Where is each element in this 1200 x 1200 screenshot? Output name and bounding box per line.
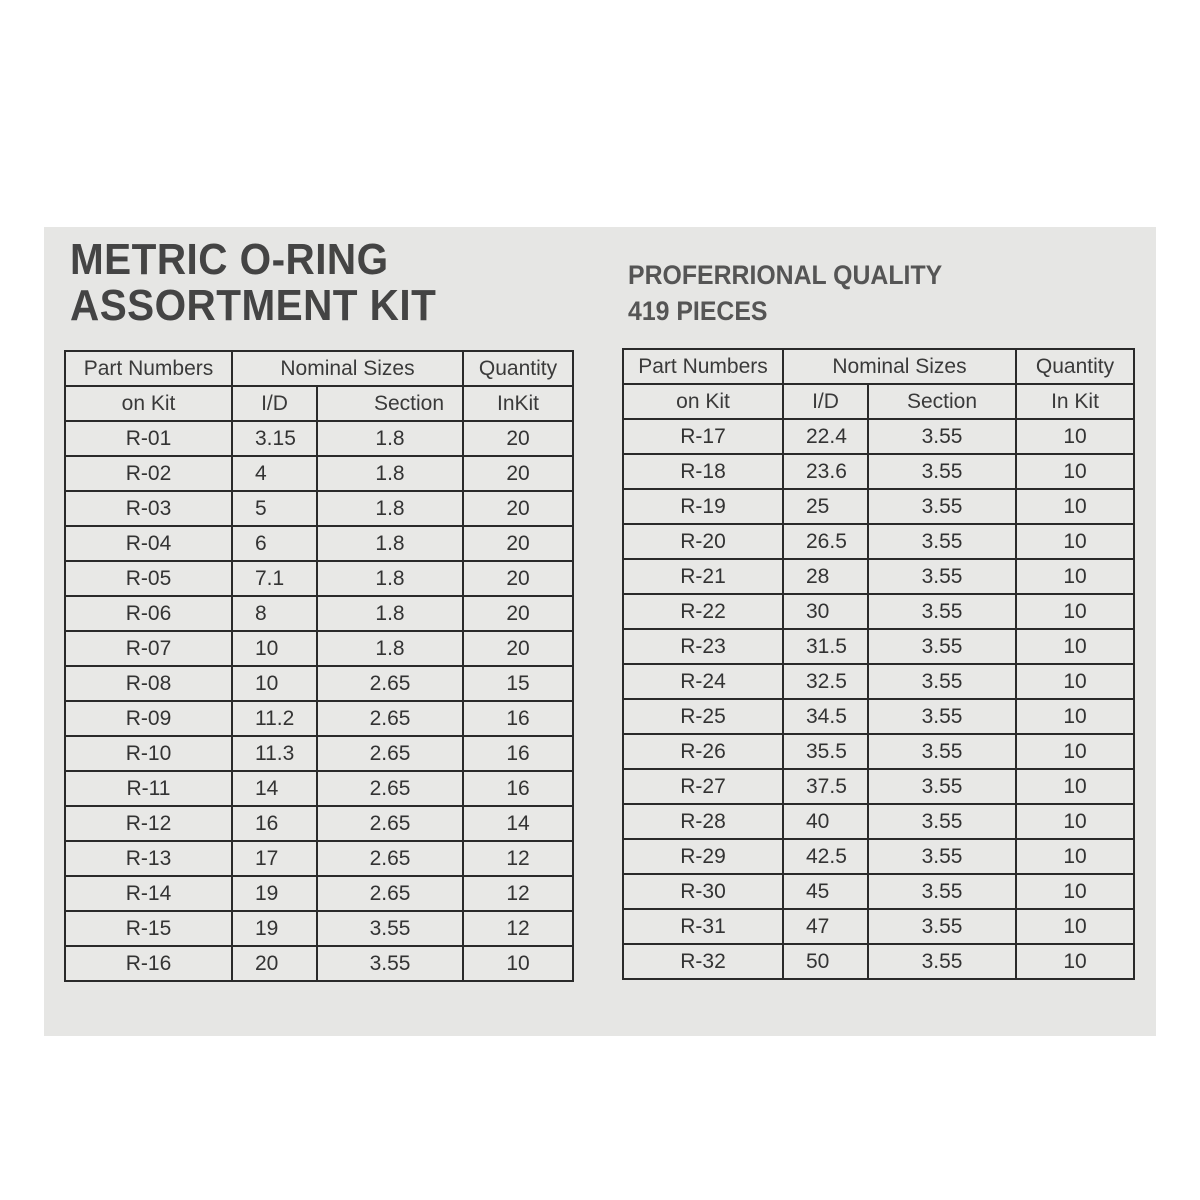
cell-id: 34.5 [783, 699, 868, 734]
cell-section: 3.55 [868, 629, 1016, 664]
header-part-numbers: Part Numbers [623, 349, 783, 384]
cell-part-number: R-25 [623, 699, 783, 734]
cell-part-number: R-15 [65, 911, 232, 946]
header-row-2 [623, 384, 1134, 419]
cell-section: 2.65 [317, 806, 463, 841]
cell-quantity: 10 [1016, 454, 1134, 489]
cell-quantity: 20 [463, 526, 573, 561]
cell-id: 16 [232, 806, 317, 841]
cell-id: 28 [783, 559, 868, 594]
cell-section: 1.8 [317, 456, 463, 491]
cell-part-number: R-02 [65, 456, 232, 491]
header-nominal-sizes: Nominal Sizes [783, 349, 1016, 384]
table-row [623, 419, 1134, 454]
table-row [623, 769, 1134, 804]
cell-id: 4 [232, 456, 317, 491]
table-row [623, 909, 1134, 944]
cell-section: 1.8 [317, 526, 463, 561]
cell-id: 25 [783, 489, 868, 524]
cell-quantity: 12 [463, 841, 573, 876]
table-row [65, 771, 573, 806]
table-row [65, 841, 573, 876]
cell-part-number: R-17 [623, 419, 783, 454]
cell-section: 3.55 [868, 804, 1016, 839]
subtitle-pieces: 419 PIECES [628, 296, 768, 326]
cell-quantity: 10 [1016, 769, 1134, 804]
cell-part-number: R-18 [623, 454, 783, 489]
table-row [623, 944, 1134, 979]
cell-part-number: R-28 [623, 804, 783, 839]
cell-part-number: R-24 [623, 664, 783, 699]
table-row [623, 489, 1134, 524]
header-section: Section [868, 384, 1016, 419]
cell-id: 3.15 [232, 421, 317, 456]
cell-part-number: R-03 [65, 491, 232, 526]
cell-section: 3.55 [868, 664, 1016, 699]
table-row [623, 839, 1134, 874]
cell-part-number: R-11 [65, 771, 232, 806]
cell-id: 11.3 [232, 736, 317, 771]
cell-part-number: R-31 [623, 909, 783, 944]
table-row [65, 736, 573, 771]
cell-quantity: 10 [1016, 419, 1134, 454]
cell-section: 3.55 [868, 734, 1016, 769]
cell-section: 1.8 [317, 491, 463, 526]
cell-id: 7.1 [232, 561, 317, 596]
table-row [623, 524, 1134, 559]
cell-section: 2.65 [317, 666, 463, 701]
cell-section: 3.55 [868, 699, 1016, 734]
cell-section: 3.55 [317, 911, 463, 946]
cell-id: 23.6 [783, 454, 868, 489]
kit-card [44, 227, 1156, 1036]
header-nominal-sizes: Nominal Sizes [232, 351, 463, 386]
table-row [65, 526, 573, 561]
cell-section: 3.55 [868, 839, 1016, 874]
table-row [65, 666, 573, 701]
header-in-kit: InKit [463, 386, 573, 421]
cell-quantity: 10 [1016, 909, 1134, 944]
cell-section: 2.65 [317, 841, 463, 876]
cell-quantity: 16 [463, 701, 573, 736]
table-row [65, 806, 573, 841]
cell-part-number: R-20 [623, 524, 783, 559]
cell-part-number: R-07 [65, 631, 232, 666]
header-row-1 [65, 351, 573, 386]
cell-part-number: R-21 [623, 559, 783, 594]
cell-id: 30 [783, 594, 868, 629]
cell-quantity: 15 [463, 666, 573, 701]
cell-part-number: R-01 [65, 421, 232, 456]
cell-section: 2.65 [317, 736, 463, 771]
cell-quantity: 14 [463, 806, 573, 841]
cell-id: 17 [232, 841, 317, 876]
cell-id: 40 [783, 804, 868, 839]
cell-quantity: 12 [463, 911, 573, 946]
cell-section: 3.55 [868, 454, 1016, 489]
table-row [623, 664, 1134, 699]
cell-section: 1.8 [317, 561, 463, 596]
table-row [623, 874, 1134, 909]
header-row-1 [623, 349, 1134, 384]
cell-part-number: R-26 [623, 734, 783, 769]
header-id: I/D [232, 386, 317, 421]
header-on-kit: on Kit [623, 384, 783, 419]
table-row [65, 456, 573, 491]
cell-part-number: R-06 [65, 596, 232, 631]
cell-part-number: R-19 [623, 489, 783, 524]
cell-id: 45 [783, 874, 868, 909]
cell-quantity: 10 [1016, 594, 1134, 629]
table-row [65, 421, 573, 456]
table-row [623, 629, 1134, 664]
cell-quantity: 10 [1016, 804, 1134, 839]
cell-section: 3.55 [868, 874, 1016, 909]
page-title [70, 237, 436, 329]
cell-quantity: 20 [463, 596, 573, 631]
cell-section: 3.55 [317, 946, 463, 981]
cell-quantity: 10 [1016, 839, 1134, 874]
cell-part-number: R-10 [65, 736, 232, 771]
cell-id: 32.5 [783, 664, 868, 699]
cell-part-number: R-16 [65, 946, 232, 981]
cell-quantity: 16 [463, 736, 573, 771]
table-row [623, 559, 1134, 594]
cell-quantity: 20 [463, 631, 573, 666]
cell-part-number: R-09 [65, 701, 232, 736]
oring-table-right [622, 348, 1135, 980]
cell-quantity: 10 [1016, 734, 1134, 769]
cell-part-number: R-27 [623, 769, 783, 804]
cell-part-number: R-05 [65, 561, 232, 596]
header-row-2 [65, 386, 573, 421]
table-row [623, 454, 1134, 489]
title-line-1: METRIC O-RING [70, 235, 389, 284]
cell-section: 1.8 [317, 421, 463, 456]
cell-section: 3.55 [868, 524, 1016, 559]
cell-id: 10 [232, 631, 317, 666]
cell-part-number: R-12 [65, 806, 232, 841]
cell-part-number: R-22 [623, 594, 783, 629]
cell-section: 3.55 [868, 489, 1016, 524]
cell-quantity: 10 [1016, 559, 1134, 594]
cell-part-number: R-14 [65, 876, 232, 911]
header-on-kit: on Kit [65, 386, 232, 421]
cell-section: 1.8 [317, 631, 463, 666]
cell-section: 2.65 [317, 771, 463, 806]
cell-quantity: 16 [463, 771, 573, 806]
cell-quantity: 10 [1016, 524, 1134, 559]
cell-section: 3.55 [868, 769, 1016, 804]
cell-quantity: 12 [463, 876, 573, 911]
cell-section: 1.8 [317, 596, 463, 631]
table-row [65, 561, 573, 596]
table-row [65, 491, 573, 526]
cell-id: 8 [232, 596, 317, 631]
cell-section: 3.55 [868, 419, 1016, 454]
cell-quantity: 10 [1016, 664, 1134, 699]
table-row [65, 631, 573, 666]
cell-id: 10 [232, 666, 317, 701]
cell-section: 3.55 [868, 594, 1016, 629]
cell-id: 47 [783, 909, 868, 944]
header-quantity: Quantity [1016, 349, 1134, 384]
header-in-kit: In Kit [1016, 384, 1134, 419]
cell-part-number: R-04 [65, 526, 232, 561]
table-row [65, 911, 573, 946]
cell-id: 6 [232, 526, 317, 561]
cell-id: 20 [232, 946, 317, 981]
cell-id: 50 [783, 944, 868, 979]
subtitle-quality: PROFERRIONAL QUALITY [628, 260, 943, 290]
cell-quantity: 20 [463, 421, 573, 456]
cell-id: 19 [232, 911, 317, 946]
header-part-numbers: Part Numbers [65, 351, 232, 386]
cell-quantity: 10 [1016, 489, 1134, 524]
table-row [65, 701, 573, 736]
cell-part-number: R-32 [623, 944, 783, 979]
cell-quantity: 10 [1016, 944, 1134, 979]
cell-id: 31.5 [783, 629, 868, 664]
cell-section: 2.65 [317, 876, 463, 911]
cell-id: 26.5 [783, 524, 868, 559]
cell-section: 3.55 [868, 559, 1016, 594]
oring-table-left [64, 350, 574, 982]
cell-quantity: 10 [1016, 629, 1134, 664]
table-row [623, 804, 1134, 839]
cell-quantity: 10 [1016, 699, 1134, 734]
table-row [623, 734, 1134, 769]
table-row [65, 946, 573, 981]
cell-section: 3.55 [868, 909, 1016, 944]
header-id: I/D [783, 384, 868, 419]
cell-part-number: R-08 [65, 666, 232, 701]
cell-quantity: 20 [463, 561, 573, 596]
table-row [65, 876, 573, 911]
cell-id: 19 [232, 876, 317, 911]
header-quantity: Quantity [463, 351, 573, 386]
cell-id: 5 [232, 491, 317, 526]
cell-id: 11.2 [232, 701, 317, 736]
table-row [623, 594, 1134, 629]
table-row [623, 699, 1134, 734]
cell-quantity: 10 [463, 946, 573, 981]
header-section: Section [317, 386, 463, 421]
cell-id: 14 [232, 771, 317, 806]
cell-part-number: R-29 [623, 839, 783, 874]
cell-id: 37.5 [783, 769, 868, 804]
cell-section: 2.65 [317, 701, 463, 736]
subtitle [628, 257, 942, 329]
title-line-2: ASSORTMENT KIT [70, 281, 437, 330]
cell-part-number: R-23 [623, 629, 783, 664]
table-row [65, 596, 573, 631]
cell-quantity: 10 [1016, 874, 1134, 909]
cell-part-number: R-13 [65, 841, 232, 876]
cell-id: 22.4 [783, 419, 868, 454]
cell-quantity: 20 [463, 491, 573, 526]
cell-quantity: 20 [463, 456, 573, 491]
cell-section: 3.55 [868, 944, 1016, 979]
cell-id: 35.5 [783, 734, 868, 769]
cell-id: 42.5 [783, 839, 868, 874]
cell-part-number: R-30 [623, 874, 783, 909]
